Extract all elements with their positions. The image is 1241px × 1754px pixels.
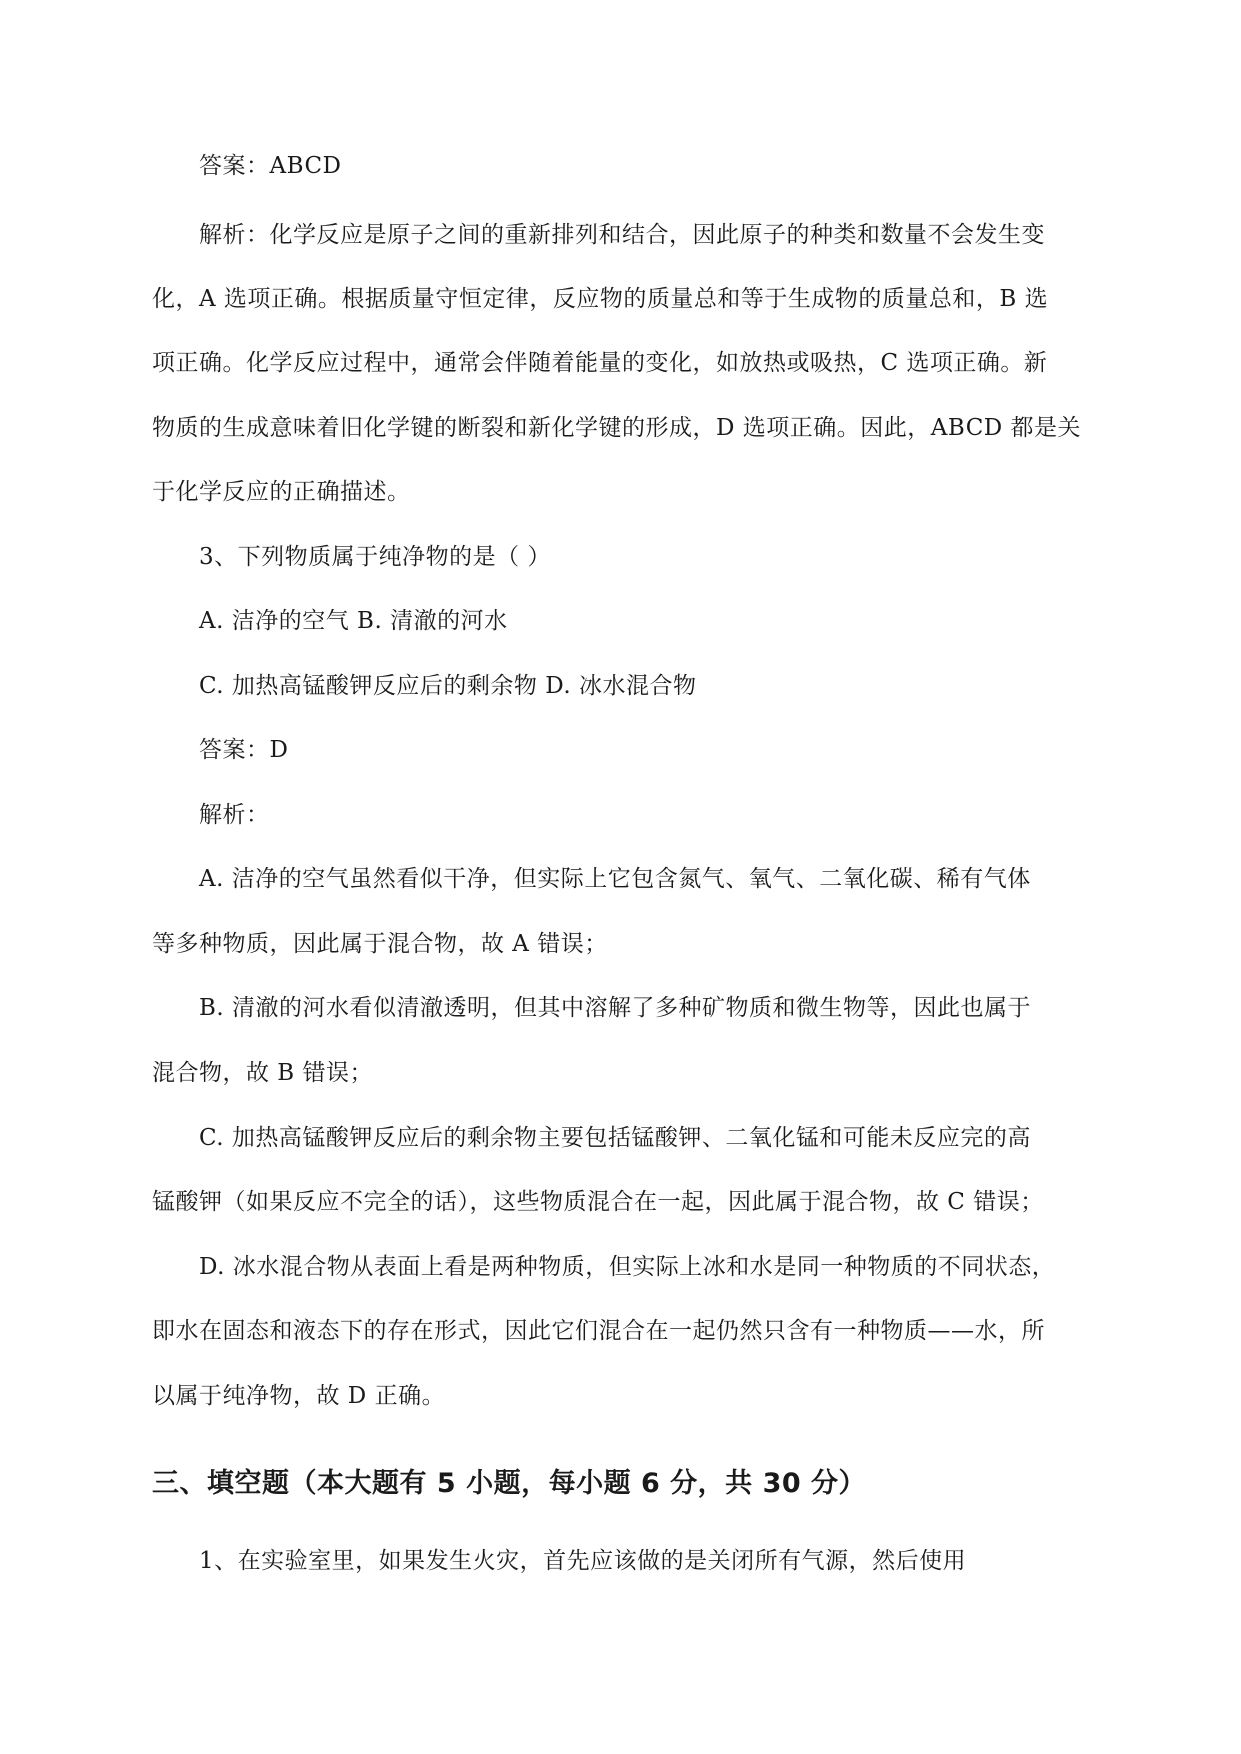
q2-explanation-line-4: 物质的生成意味着旧化学键的断裂和新化学键的形成，D 选项正确。因此，ABCD 都是关 <box>152 415 1082 441</box>
q3-explanation-a-line-2: 等多种物质，因此属于混合物，故 A 错误； <box>152 931 608 957</box>
q3-explanation-c-line-1: C. 加热高锰酸钾反应后的剩余物主要包括锰酸钾、二氧化锰和可能未反应完的高 <box>199 1125 1031 1151</box>
q3-options-line-1: A. 洁净的空气 B. 清澈的河水 <box>199 608 508 634</box>
q3-answer: 答案：D <box>199 737 289 763</box>
q3-question: 3、下列物质属于纯净物的是（ ） <box>199 544 551 570</box>
q3-explanation-label: 解析： <box>199 802 270 828</box>
q2-answer: 答案：ABCD <box>199 153 342 179</box>
q3-explanation-d-line-3: 以属于纯净物，故 D 正确。 <box>152 1383 446 1409</box>
q3-explanation-d-line-1: D. 冰水混合物从表面上看是两种物质，但实际上冰和水是同一种物质的不同状态， <box>199 1254 1056 1280</box>
q3-explanation-a-line-1: A. 洁净的空气虽然看似干净，但实际上它包含氮气、氧气、二氧化碳、稀有气体 <box>199 866 1031 892</box>
q2-explanation-line-1: 解析：化学反应是原子之间的重新排列和结合，因此原子的种类和数量不会发生变 <box>199 222 1045 248</box>
q3-explanation-c-line-2: 锰酸钾（如果反应不完全的话），这些物质混合在一起，因此属于混合物，故 C 错误； <box>152 1189 1044 1215</box>
fill-blank-q1: 1、在实验室里，如果发生火灾，首先应该做的是关闭所有气源，然后使用 <box>199 1548 967 1574</box>
q2-explanation-line-2: 化，A 选项正确。根据质量守恒定律，反应物的质量总和等于生成物的质量总和，B 选 <box>152 286 1049 312</box>
q3-explanation-b-line-1: B. 清澈的河水看似清澈透明，但其中溶解了多种矿物质和微生物等，因此也属于 <box>199 995 1032 1021</box>
q2-explanation-line-5: 于化学反应的正确描述。 <box>152 479 411 505</box>
q3-explanation-d-line-2: 即水在固态和液态下的存在形式，因此它们混合在一起仍然只含有一种物质——水，所 <box>152 1318 1045 1344</box>
q3-explanation-b-line-2: 混合物，故 B 错误； <box>152 1060 374 1086</box>
q2-explanation-line-3: 项正确。化学反应过程中，通常会伴随着能量的变化，如放热或吸热，C 选项正确。新 <box>152 350 1048 376</box>
q3-options-line-2: C. 加热高锰酸钾反应后的剩余物 D. 冰水混合物 <box>199 673 697 699</box>
section-heading: 三、填空题（本大题有 5 小题，每小题 6 分，共 30 分） <box>152 1468 867 1499</box>
